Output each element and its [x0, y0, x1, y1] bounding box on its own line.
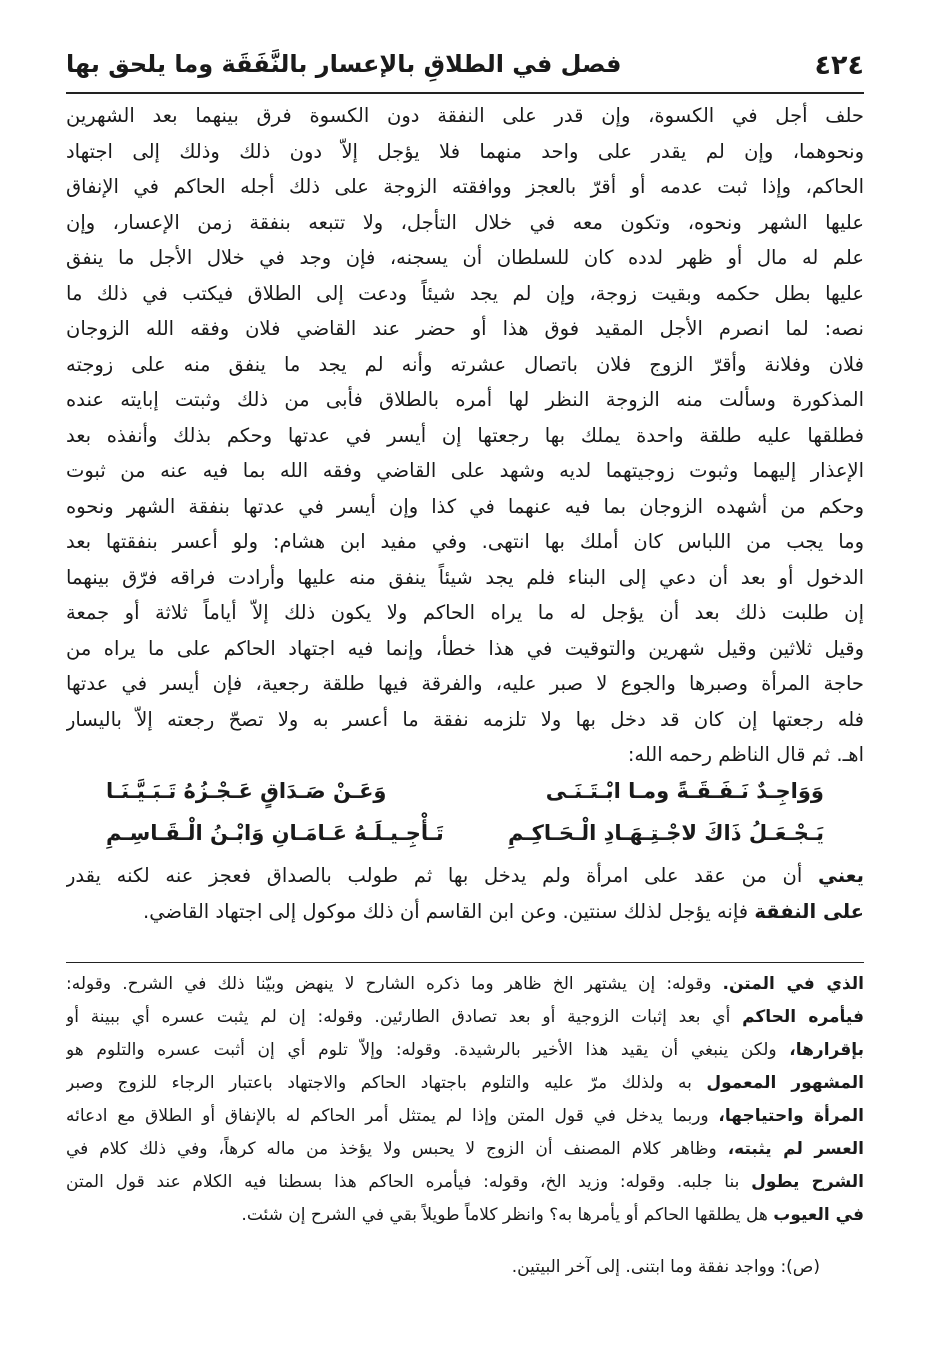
footnote-line — [66, 1100, 864, 1133]
text-line: وحكم من أشهده الزوجان بما فيه عنهما في كذا وإن أيسر في عدتها بنفقة الشهر ونحوه — [66, 494, 864, 518]
footnote-keyword: الشرح يطول — [751, 1172, 864, 1192]
text-line: حاجة المرأة وصبرها والجوع لا صبر عليه، والفرقة فيها طلقة رجعية، فإن أيسر في عدتها — [66, 672, 864, 695]
footnote-line — [66, 1199, 864, 1232]
footnote-keyword: العسر لم يثبته، — [727, 1139, 864, 1159]
text-line: فلان وفلانة وأقرّ الزوج فلان باتصال عشرته وأنه لم يجد ما ينفق منه على زوجته — [66, 352, 864, 376]
main-text — [66, 98, 864, 773]
commentary — [66, 858, 864, 929]
footnote-text: به ولذلك مرّ عليه والتلوم باجتهاد الحاكم والاجتهاد باعتبار الرجاء للزوج وصبر — [66, 1073, 707, 1093]
commentary-line — [66, 894, 864, 930]
text-line: المذكورة وسألت منه الزوجة النظر لها أمره بالطلاق فأبى من ذلك وثبتت إبايته عنده — [66, 388, 864, 411]
footnote-text: أي بعد إثبات الزوجية أو بعد تصادق الطارئين. وقوله: إن لم يثبت عسره أي ببينة أو — [66, 1007, 743, 1027]
text-line: نصه: لما انصرم الأجل المقيد فوق هذا أو حضر عند القاضي فلان وفقه الله الزوجان — [66, 317, 864, 340]
footnotes — [66, 968, 864, 1232]
header-divider — [66, 92, 864, 94]
footnote-text: بنا جلبه. وقوله: وزيد الخ، وقوله: فيأمره الحاكم هذا بسطنا فيه الكلام عند قول المتن — [66, 1172, 752, 1192]
text-line: الإعذار إليهما وثبوت زوجيتهما لديه وشهد على القاضي وفقه الله بما فيه عنه من ثبوت — [66, 459, 864, 482]
footnote-line — [66, 968, 864, 1001]
text-line: عليها بطل حكمه وبقيت زوجة، وإن لم يجد شيئاً ودعت إلى الطلاق فيكتب في ذلك ما — [66, 281, 864, 305]
footnote-line — [66, 1034, 864, 1067]
commentary-keyword: على النفقة — [754, 899, 864, 923]
commentary-keyword: يعني — [817, 864, 864, 887]
matn-reference: (ص): وواجد نفقة وما ابتنى. إلى آخر البيتين. — [511, 1257, 820, 1277]
verse-second-hemistich: وَعَـنْ صَـدَاقٍ عَـجْـزُهُ تَـبَـيَّـنَـا — [106, 779, 387, 803]
footnote-keyword: المشهور المعمول — [706, 1073, 864, 1093]
text-line: الحاكم، وإذا ثبت عدمه أو أقرّ بالعجز ووافقته الزوجة على ذلك أجله الحاكم في الإنفاق — [66, 175, 864, 198]
page-header — [66, 48, 864, 88]
commentary-line — [66, 858, 864, 894]
running-title: فصل في الطلاقِ بالإعسار بالنَّفَقَة وما يلحق بها — [66, 50, 622, 78]
text-line: علم له مال أو ظهر لدده كان للسلطان أن يسجنه، فإن وجد في خلال الأجل ما ينفق — [66, 246, 864, 269]
footnote-keyword: الذي في المتن. — [722, 974, 864, 994]
verse-second-hemistich: تَـأْجِـيـلَـهُ عَـامَـانِ وَابْـنُ الْـقَـاسِـمِ — [106, 821, 444, 845]
footnote-line — [66, 1067, 864, 1100]
footnote-text: وقوله: إن يشتهر الخ ظاهر وما ذكره الشارح لا ينهض وبيّنا ذلك في الشرح. وقوله: — [66, 974, 723, 994]
text-line: الدخول أو بعد أن دعي إلى البناء فلم يجد شيئاً ينفق منه عليها وأرادت فراقه فرّق بينهما — [66, 565, 864, 589]
poem-verses — [66, 770, 864, 854]
footnote-text: وربما يدخل في قول المتن وإذا لم يمتثل أمر الحاكم له بالإنفاق أو الطلاق مع ادعائه — [66, 1106, 719, 1126]
footnote-text: ولكن ينبغي أن يقيد هذا الأخير بالرشيدة. وقوله: وإلاّ تلوم أي إن أثبت عسره والتلوم هو — [66, 1040, 790, 1060]
footnote-keyword: المرأة واحتياجها، — [718, 1106, 864, 1126]
text-line: عليها الشهر ونحوه، وتكون معه في خلال التأجل، ولا تتبعه بنفقة زمن الإعسار، وإن — [66, 210, 864, 234]
footnote-keyword: في العيوب — [773, 1205, 864, 1225]
text-line: وقيل ثلاثين وقيل شهرين والتوقيت في هذا خطأ، وإنما فيه اجتهاد الحاكم على ما يراه من — [66, 636, 864, 660]
footnote-keyword: بإقرارها، — [789, 1040, 864, 1060]
commentary-text: أن من عقد على امرأة ولم يدخل بها ثم طولب بالصداق فعجز عنه لكنه يقدر — [66, 864, 818, 887]
footnote-line — [66, 1166, 864, 1199]
page-number: ٤٢٤ — [814, 50, 864, 81]
verse — [66, 770, 864, 812]
footnote-divider — [66, 962, 864, 963]
text-line: إن طلبت ذلك بعد أن يؤجل له ما يراه الحاكم ولا يكون ذلك إلاّ أياماً ثلاثة أو جمعة — [66, 601, 864, 624]
verse-first-hemistich: وَوَاجِـدٌ نَـفَـقَـةً ومـا ابْـتَـنَـى — [545, 779, 824, 803]
text-line: فله رجعتها إن كان قد دخل بها ولا تلزمه نفقة ما أعسر به ولا تصحّ رجعته إلاّ باليسار — [66, 707, 864, 731]
text-line: حلف أجل في الكسوة، وإن قدر على النفقة دون الكسوة فرق بينهما بعد الشهرين — [66, 104, 864, 127]
verse — [66, 812, 864, 854]
text-line: وما يجب من اللباس كان أملك بها انتهى. وفي مفيد ابن هشام: ولو أعسر بنفقتها بعد — [66, 530, 864, 553]
text-line: ونحوهما، وإن لم يقدر على واحد منهما فلا يؤجل إلاّ دون ذلك وذلك إلى اجتهاد — [66, 139, 864, 163]
text-line: اهـ. ثم قال الناظم رحمه الله: — [627, 743, 864, 766]
verse-first-hemistich: يَـجْـعَـلُ ذَاكَ لاجْـتِـهَـادِ الْـحَـاكِـمِ — [507, 821, 824, 845]
footnote-line — [66, 1133, 864, 1166]
footnote-text: هل يطلقها الحاكم أو يأمرها به؟ وانظر كلاماً طويلاً بقي في الشرح إن شئت. — [241, 1205, 774, 1225]
footnote-line — [66, 1001, 864, 1034]
footnote-text: وظاهر كلام المصنف أن الزوج لا يحبس ولا يؤخذ من ماله كرهاً، وفي ذلك كلام في — [66, 1139, 728, 1159]
commentary-text: فإنه يؤجل لذلك سنتين. وعن ابن القاسم أن ذلك موكول إلى اجتهاد القاضي. — [143, 899, 755, 923]
footnote-keyword: فيأمره الحاكم — [742, 1007, 864, 1027]
text-line: فطلقها عليه طلقة واحدة يملك بها رجعتها إن أيسر في عدتها وحكم بذلك وأنفذه بعد — [66, 423, 864, 447]
